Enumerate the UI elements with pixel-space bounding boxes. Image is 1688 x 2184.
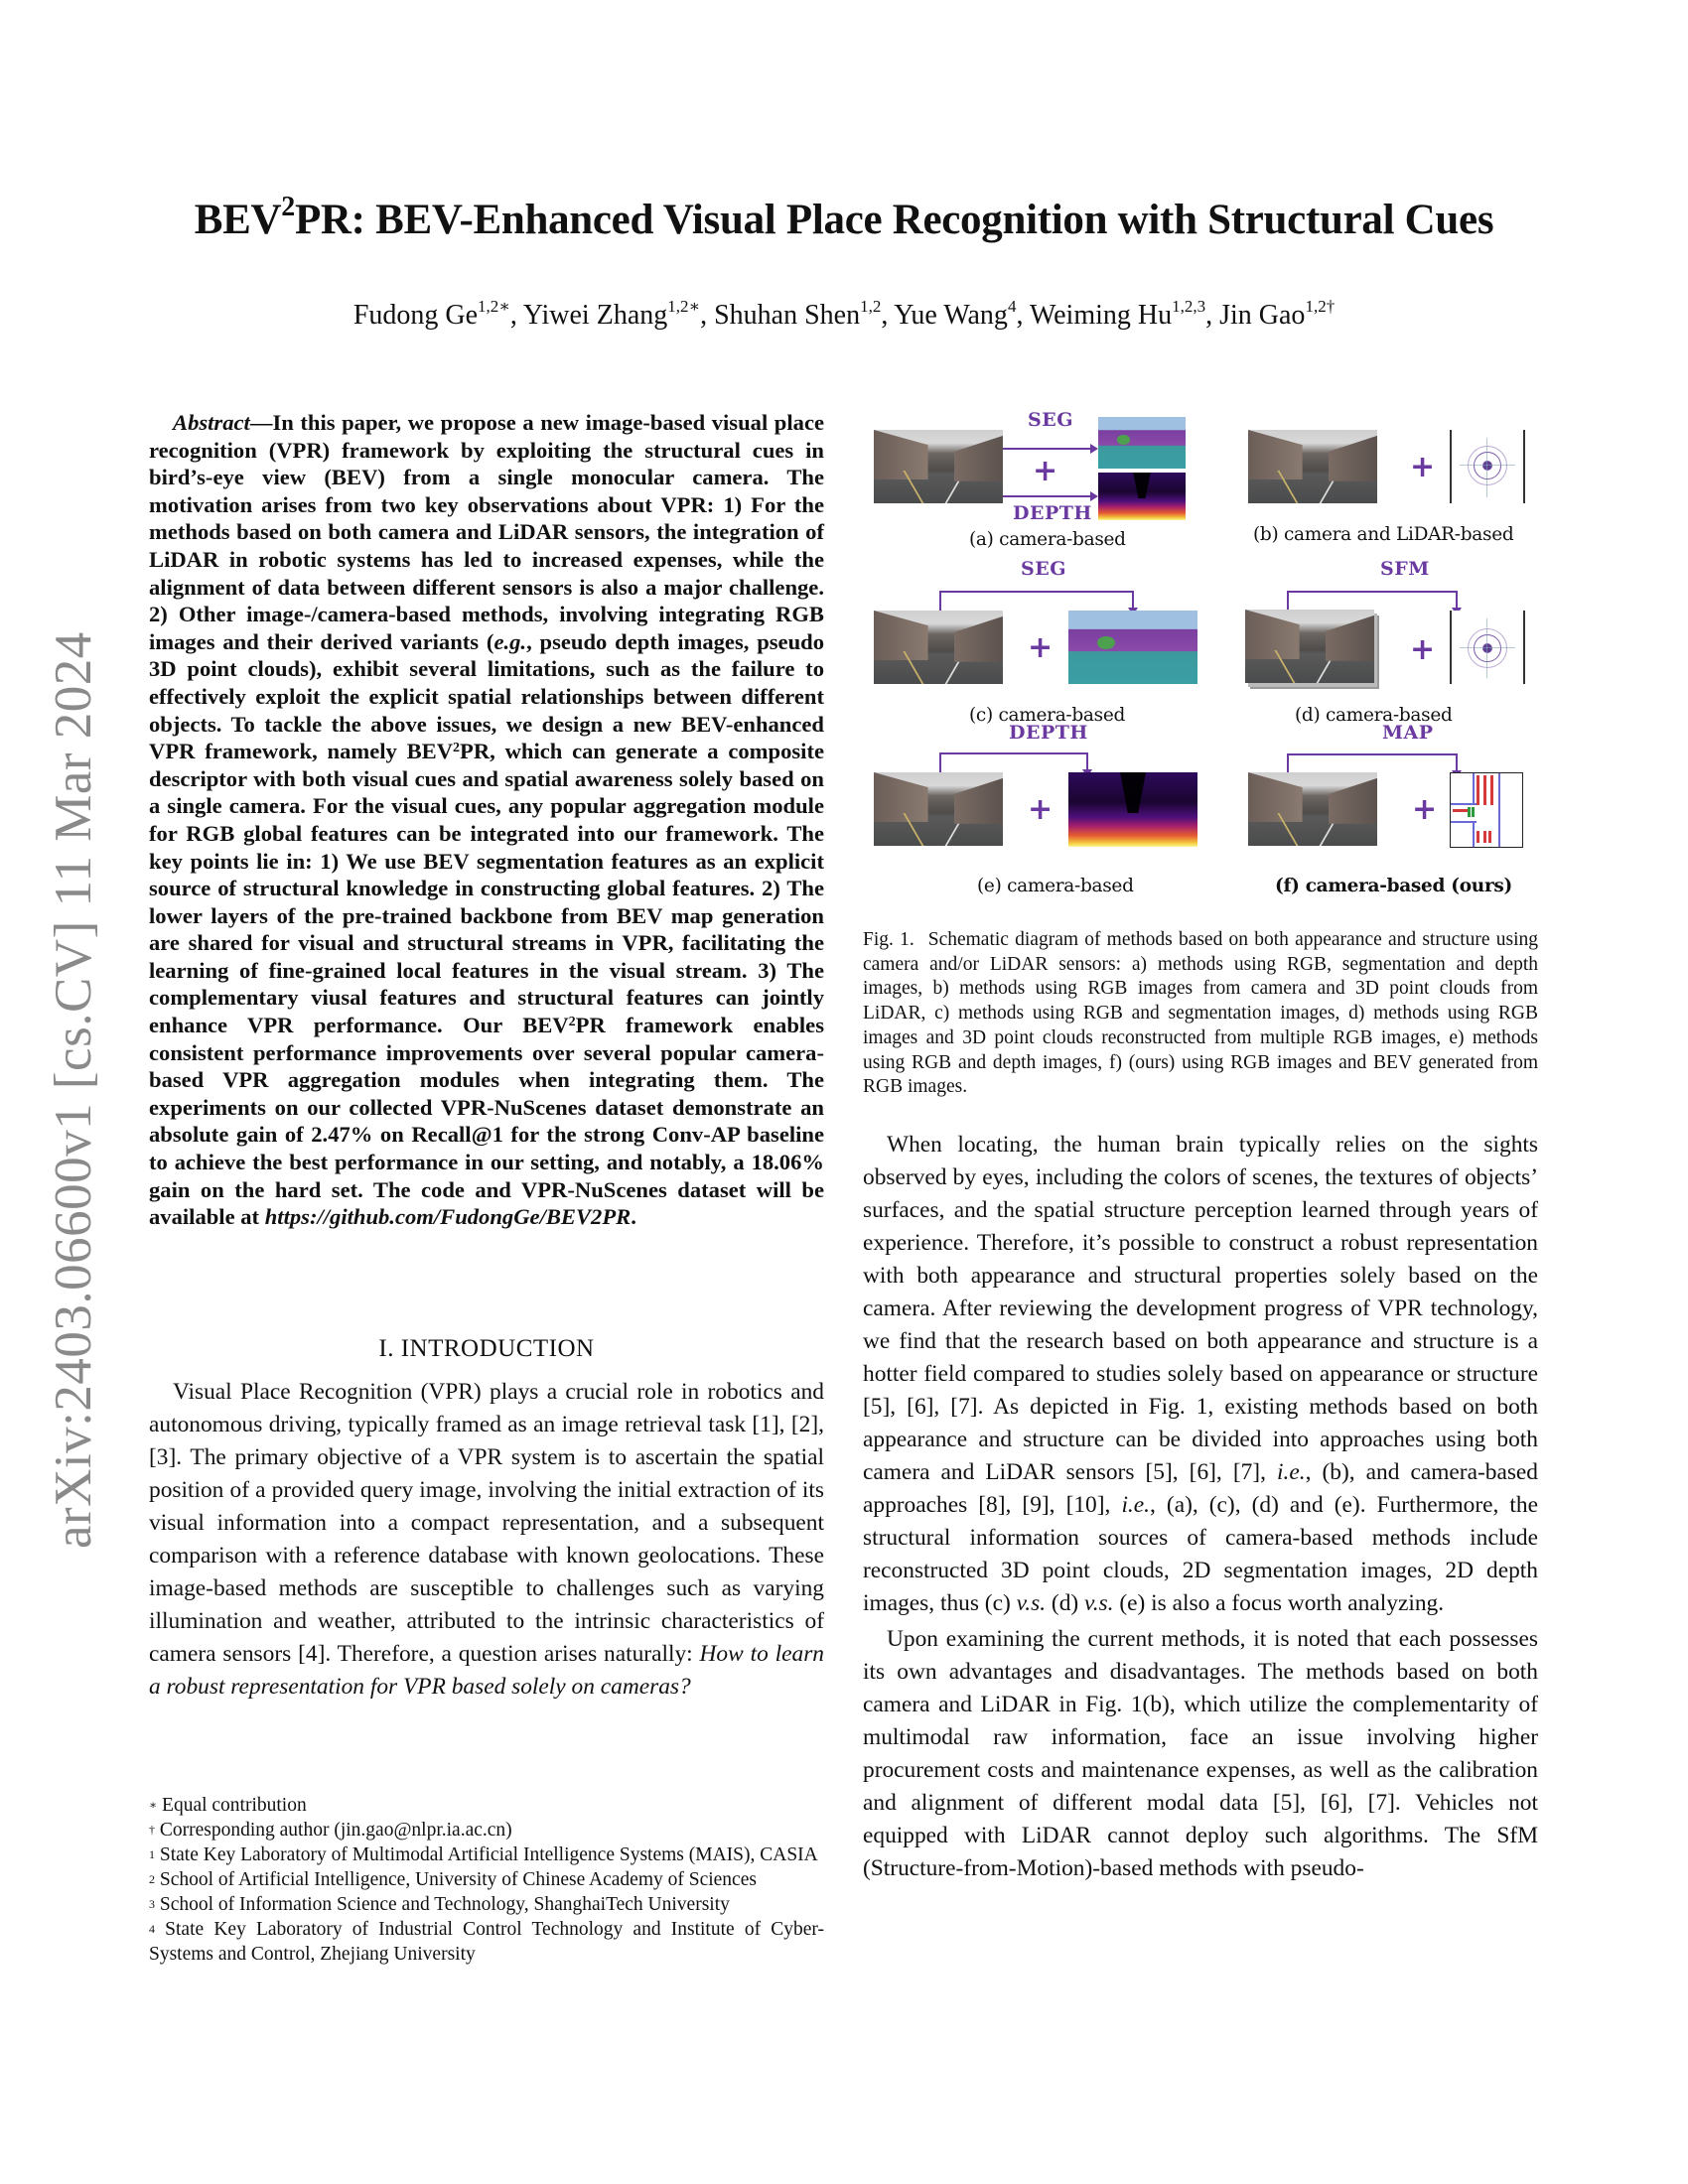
author-list: Fudong $Ge^{1,2∗}$, Yiwei Zhang$^{1,2∗}$, Shuhan Shen$^{1,2}$, Yue Wang$^4$, Weiming Hu$^{1,2,3}$, Jin Gao$^{1,2\dagger}$	[352, 297, 1336, 331]
panel-b	[1241, 407, 1539, 556]
author: Shuhan Shen$^{1,2}$	[714, 297, 882, 331]
footnotes	[149, 1793, 824, 1967]
panel-caption: (a) camera-based	[969, 529, 1126, 550]
introduction-body-right	[863, 1129, 1538, 1885]
segmentation-image	[1068, 611, 1197, 684]
rgb-image	[874, 611, 1003, 684]
panel-f	[1241, 720, 1539, 903]
arxiv-identifier-stamp: arXiv:2403.06600v1 [cs.CV] 11 Mar 2024	[45, 631, 102, 1549]
depth-label: DEPTH	[1013, 502, 1092, 524]
panel-c	[874, 556, 1211, 730]
section-heading-introduction: I. INTRODUCTION	[378, 1335, 595, 1362]
segmentation-image	[1098, 417, 1186, 469]
paragraph: When locating, the human brain typically relies on the sights observed by eyes, including the colors of scenes, the textures of objects’ surfaces, and the spatial structure perception learned through years of experience. Therefore, it’s possible to construct a robust representation with both appearance and structural properties solely based on the camera. After reviewing the development progress of VPR technology, we find that the research based on both appearance and structure is a hotter field compared to studies solely based on appearance or structure [5], [6], [7]. As depicted in Fig. 1, existing methods based on both appearance and structure can be divided into approaches using both camera and LiDAR sensors [5], [6], [7], i.e., (b), and camera-based approaches [8], [9], [10], i.e., (a), (c), (d) and (e). Furthermore, the structural information sources of camera-based methods include reconstructed 3D point clouds, 2D segmentation images, 2D depth images, thus (c) v.s. (d) v.s. (e) is also a focus worth analyzing.	[863, 1132, 1539, 1616]
rgb-image	[874, 430, 1003, 503]
footnote: ∗ Equal contribution	[149, 1795, 307, 1816]
panel-caption: (e) camera-based	[977, 876, 1134, 896]
paragraph: Visual Place Recognition (VPR) plays a crucial role in robotics and autonomous driving, typically framed as an image retrieval task [1], [2], [3]. The primary objective of a VPR system is to ascertain the spatial position of a provided query image, involving the initial extraction of its visual information into a compact representation, and a subsequent comparison with a reference database with known geolocations. These image-based methods are susceptible to challenges such as varying illumination and weather, attributed to the intrinsic characteristics of camera sensors [4]. Therefore, a question arises naturally: How to learn a robust representation for VPR based solely on cameras?	[149, 1379, 825, 1700]
author: Weiming Hu$^{1,2,3}$	[1029, 297, 1206, 331]
plus-icon: +	[1033, 454, 1058, 488]
author: Jin Gao$^{1,2\dagger}$	[1219, 297, 1336, 331]
rgb-image	[874, 772, 1003, 846]
title-prefix: BEV	[194, 197, 282, 243]
depth-image	[1098, 473, 1186, 520]
paper-title	[0, 192, 1688, 244]
rgb-image	[1248, 772, 1377, 846]
depth-label: DEPTH	[1009, 722, 1088, 744]
bev-map	[1450, 772, 1523, 848]
abstract-label: Abstract	[173, 410, 250, 435]
footnote: $^2$ School of Artificial Intelligence, University of Chinese Academy of Sciences	[149, 1869, 757, 1890]
rgb-image	[1248, 430, 1377, 503]
plus-icon: +	[1412, 792, 1438, 827]
abstract: Abstract—In this paper, we propose a new image-based visual place recognition (VPR) framework by exploiting the structural cues in bird’s-eye view (BEV) from a single monocular camera. The motivation arises from two key observations about VPR: 1) For the methods based on both camera and LiDAR sensors, the integration of LiDAR in robotic systems has led to increased expenses, while the alignment of data between different sensors is also a major challenge. 2) Other image-/camera-based methods, involving integrating RGB images and their derived variants (e.g., pseudo depth images, pseudo 3D point clouds), exhibit several limitations, such as the failure to effectively exploit the explicit spatial relationships between different objects. To tackle the above issues, we design a new BEV-enhanced VPR framework, namely BEV$^2$PR, which can generate a composite descriptor with both visual cues and spatial awareness solely based on a single camera. For the visual cues, any popular aggregation module for RGB global features can be integrated into our framework. The key points lie in: 1) We use BEV segmentation features as an explicit source of structural knowledge in constructing global features. 2) The lower layers of the pre-trained backbone from BEV map generation are shared for visual and structural streams in VPR, facilitating the learning of fine-grained local features in the visual stream. 3) The complementary viusal features and structural features can jointly enhance VPR performance. Our BEV$^2$PR framework enables consistent performance improvements over several popular camera-based VPR aggregation modules when integrating them. The experiments on our collected VPR-NuScenes dataset demonstrate an absolute gain of 2.47% on Recall@1 for the strong Conv-AP baseline to achieve the best performance in our setting, and notably, a 18.06% gain on the hard set. The code and VPR-NuScenes dataset will be available at https://github.com/FudongGe/BEV2PR.	[149, 410, 825, 1230]
figure-label: Fig. 1.	[863, 929, 914, 950]
rgb-image-stack	[1245, 610, 1374, 683]
panel-caption: (f) camera-based (ours)	[1275, 876, 1512, 896]
plus-icon: +	[1028, 630, 1054, 665]
paragraph: Upon examining the current methods, it is noted that each possesses its own advantages and disadvantages. The methods based on both camera and LiDAR in Fig. 1(b), which utilize the complementarity of multimodal raw information, face an issue involving higher procurement costs and maintenance expenses, as well as the calibration and alignment of different modal data [5], [6], [7]. Vehicles not equipped with LiDAR cannot deploy such algorithms. The SfM (Structure-from-Motion)-based methods with pseudo-	[863, 1626, 1538, 1881]
research-question: How to learn a robust representation for VPR based solely on cameras?	[149, 1641, 825, 1700]
sfm-label: SFM	[1380, 558, 1430, 580]
seg-label: SEG	[1028, 409, 1073, 431]
figure-1	[874, 407, 1549, 903]
map-label: MAP	[1382, 722, 1434, 744]
author: Yiwei Zhang$^{1,2∗}$	[522, 297, 701, 331]
introduction-body-left	[149, 1376, 824, 1704]
plus-icon: +	[1410, 632, 1436, 667]
panel-a	[874, 407, 1201, 556]
figure-caption: Fig. 1. Schematic diagram of methods based on both appearance and structure using camera and/or LiDAR sensors: a) methods using RGB, segmentation and depth images, b) methods using RGB images from camera and 3D point clouds from LiDAR, c) methods using RGB and segmentation images, d) methods using RGB images and 3D point clouds reconstructed from multiple RGB images, e) methods using RGB and depth images, f) (ours) using RGB images and BEV generated from RGB images.	[863, 929, 1538, 1098]
author: Yue Wang$^4$	[894, 297, 1017, 331]
lidar-point-cloud	[1450, 430, 1525, 503]
github-link[interactable]: https://github.com/FudongGe/BEV2PR	[264, 1204, 632, 1230]
panel-d	[1241, 556, 1539, 730]
panel-caption: (d) camera-based	[1295, 705, 1453, 726]
title-rest: PR: BEV-Enhanced Visual Place Recognition with Structural Cues	[294, 197, 1494, 243]
panel-caption: (b) camera and LiDAR-based	[1253, 524, 1514, 545]
seg-label: SEG	[1021, 558, 1066, 580]
footnote: $^3$ School of Information Science and Technology, ShanghaiTech University	[149, 1894, 730, 1915]
footnote: † Corresponding author (jin.gao@nlpr.ia.ac.cn)	[149, 1820, 512, 1841]
footnote: $^1$ State Key Laboratory of Multimodal Artificial Intelligence Systems (MAIS), CASIA	[149, 1844, 818, 1865]
depth-image	[1068, 772, 1197, 847]
plus-icon: +	[1028, 792, 1054, 827]
author: Fudong $Ge^{1,2∗}$	[352, 297, 510, 331]
title-superscript: 2	[281, 192, 295, 222]
sfm-point-cloud	[1450, 611, 1525, 684]
panel-caption: (c) camera-based	[969, 705, 1126, 726]
panel-e	[874, 720, 1211, 903]
plus-icon: +	[1410, 450, 1436, 484]
footnote: $^4$ State Key Laboratory of Industrial Control Technology and Institute of Cyber-Systems and Control, Zhejiang University	[149, 1919, 824, 1965]
